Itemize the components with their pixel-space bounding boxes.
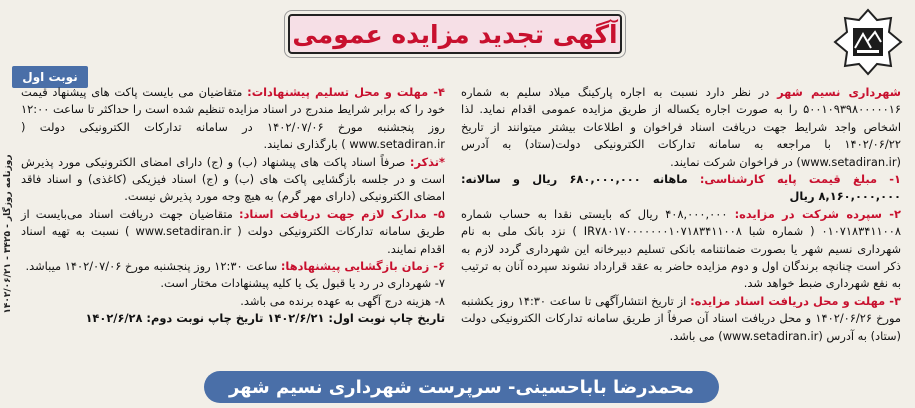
section-5-heading: ۵- مدارک لازم جهت دریافت اسناد: — [239, 206, 445, 221]
section-1-text: ماهانه ۶۸۰,۰۰۰,۰۰۰ ریال و سالانه: ۸,۱۶۰,۰۰۰,۰۰۰ ریال — [461, 172, 901, 204]
signature-text: محمدرضا باباحسینی- سرپرست شهرداری نسیم شهر — [228, 376, 695, 398]
section-5 — [21, 206, 445, 258]
print-dates: تاریخ چاپ نوبت اول: ۱۴۰۲/۶/۲۱ تاریخ چاپ نوبت دوم: ۱۴۰۲/۶/۲۸ — [85, 311, 445, 326]
left-column — [21, 84, 445, 328]
section-4 — [21, 84, 445, 154]
side-publication-text: روزنامه روزگار - ۳۴۲۵ - ۱۴۰۲/۰۶/۲۱ — [3, 154, 13, 314]
section-2 — [461, 206, 901, 293]
intro-text: در نظر دارد نسبت به اجاره پارکینگ میلاد سلیم به شماره ۵۰۰۱۰۹۳۹۸۰۰۰۰۰۱۶ را به صورت اجاره یکساله از طریق مزایده عمومی اقدام نماید. لذا اشخاص واجد شرایط جهت دریافت اسناد فراخوان و اطلاعات بیشتر میتوانند از تاریخ ۱۴۰۲/۰۶/۲۲ با مراجعه به سامانه تدارکات الکترونیکی دولت(ستاد) به آدرس (www.setadiran.ir) در فراخوان شرکت نمایند. — [461, 85, 901, 169]
section-4-heading: ۴- مهلت و محل تسلیم پیشنهادات: — [247, 85, 445, 99]
section-4-text: متقاضیان می بایست پاکت های پیشنهاد قیمت خود را که برابر شرایط مندرج در اسناد مزایده تنظیم شده است را حداکثر تا ساعت ۱۲:۰۰ روز پنجشنبه مورخ ۱۴۰۲/۰۷/۰۶ در سامانه تدارکات الکترونیکی دولت ( www.setadiran.ir ) بارگذاری نمایند. — [21, 85, 445, 152]
notice-title-banner — [288, 14, 622, 54]
section-1-heading: ۱- مبلغ قیمت پایه کارشناسی: — [699, 172, 901, 187]
section-7: ۷- شهرداری در رد یا قبول یک یا کلیه پیشنهادات مختار است. — [160, 276, 445, 291]
note-text: صرفاً اسناد پاکت های پیشنهاد (ب) و (ج) دارای امضای الکترونیکی مورد پذیرش است و در جلسه بازگشایی پاکت های (ب) و (ج) اسناد فیزیکی (کاغذی) و اسناد فاقد امضای الکترونیکی (دارای مهر گرم) به هیچ وجه مورد پذیرش نیست. — [21, 154, 445, 204]
section-6 — [21, 258, 445, 275]
signature-footer — [204, 371, 719, 403]
municipality-logo-icon — [833, 8, 903, 76]
intro-paragraph — [461, 84, 901, 171]
notice-title: آگهی تجدید مزایده عمومی — [292, 19, 618, 49]
note-heading: *تذکر: — [409, 154, 445, 169]
section-1 — [461, 171, 901, 206]
section-6-heading: ۶- زمان بازگشایی پیشنهادها: — [280, 259, 445, 274]
section-2-heading: ۲- سپرده شرکت در مزایده: — [734, 206, 901, 221]
section-8: ۸- هزینه درج آگهی به عهده برنده می باشد. — [240, 293, 445, 308]
note — [21, 154, 445, 206]
side-publication-strip — [0, 96, 16, 372]
round-badge: نوبت اول — [12, 66, 88, 88]
section-6-text: ساعت ۱۲:۳۰ روز پنجشنبه مورخ ۱۴۰۲/۰۷/۰۶ میباشد. — [25, 259, 281, 274]
section-2-text: ۴۰۸,۰۰۰,۰۰۰ ریال که بایستی نقدا به حساب شماره ۰۱۰۷۱۸۳۴۱۱۰۰۸ ( شماره شبا IR۷۸۰۱۷۰۰۰۰۰۰۰۱۰۷۱۸۳۴۱۱۰۰۸ ) نزد بانک ملی به نام شهرداری نسیم شهر یا بصورت ضمانتنامه بانکی تسلیم دبیرخانه این شهرداری گردد لازم به ذکر است چنانچه برندگان اول و دوم مزایده حاضر به عقد قرارداد نشوند سپرده آنان به ترتیب به نفع شهرداری ضبط خواهد شد. — [461, 206, 901, 291]
section-3-text: از تاریخ انتشارآگهی تا ساعت ۱۴:۳۰ روز یکشنبه مورخ ۱۴۰۲/۰۶/۲۶ و محل دریافت اسناد آن صرفاً از طریق سامانه تدارکات الکترونیکی دولت (ستاد) به آدرس (www.setadiran.ir) می باشد. — [461, 293, 901, 343]
section-3-heading: ۳- مهلت و محل دریافت اسناد مزایده: — [690, 293, 901, 308]
section-3 — [461, 293, 901, 345]
intro-org: شهرداری نسیم شهر — [777, 85, 901, 99]
section-5-text: متقاضیان جهت دریافت اسناد می‌بایست از طریق سامانه تدارکات الکترونیکی دولت ( www.setadiran.ir ) نسبت به تهیه اسناد اقدام نمایند. — [21, 206, 445, 256]
right-column — [461, 84, 901, 345]
